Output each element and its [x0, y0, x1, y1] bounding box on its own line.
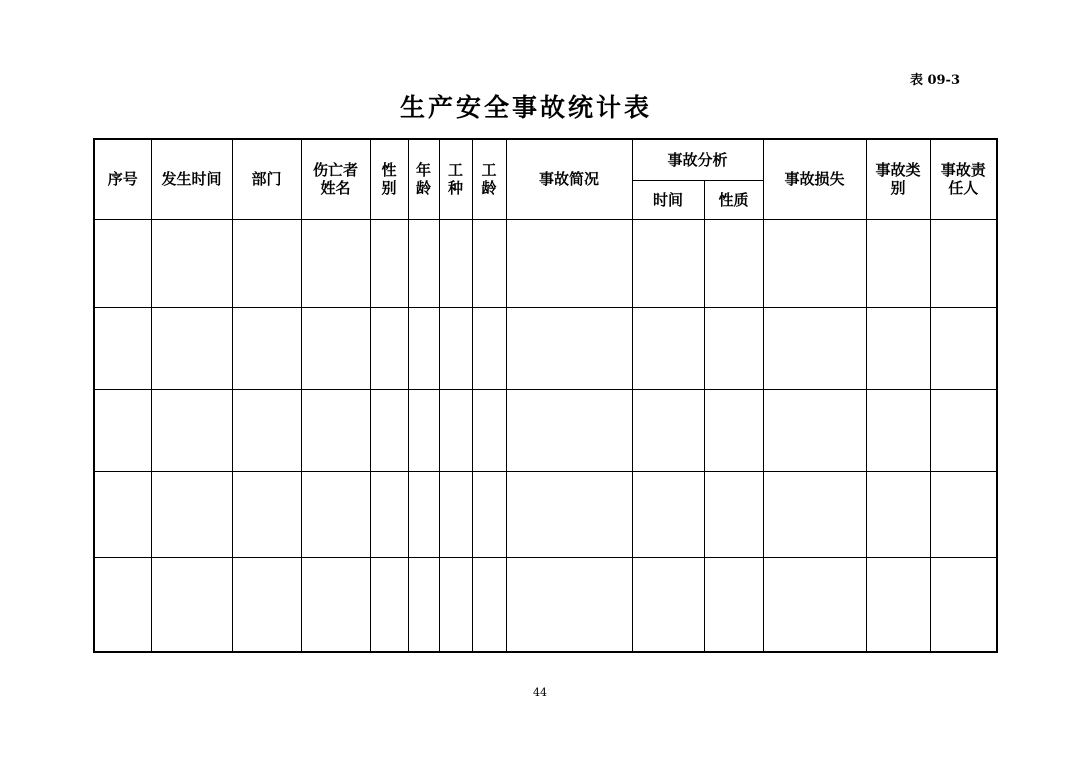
table-cell[interactable]	[930, 389, 997, 471]
table-cell[interactable]	[408, 557, 439, 652]
table-cell[interactable]	[408, 389, 439, 471]
table-cell[interactable]	[301, 471, 370, 557]
table-cell[interactable]	[408, 219, 439, 307]
table-cell[interactable]	[151, 557, 232, 652]
table-cell[interactable]	[763, 557, 866, 652]
table-cell[interactable]	[439, 219, 472, 307]
table-row	[94, 557, 997, 652]
table-cell[interactable]	[94, 471, 151, 557]
table-cell[interactable]	[370, 389, 408, 471]
table-cell[interactable]	[763, 219, 866, 307]
table-cell[interactable]	[704, 471, 763, 557]
table-cell[interactable]	[704, 307, 763, 389]
table-cell[interactable]	[632, 471, 704, 557]
col-header-seniority: 工 龄	[472, 139, 506, 219]
table-cell[interactable]	[472, 389, 506, 471]
page-number: 44	[533, 686, 547, 699]
table-cell[interactable]	[439, 471, 472, 557]
table-cell[interactable]	[632, 557, 704, 652]
col-header-responsible: 事故责 任人	[930, 139, 997, 219]
table-cell[interactable]	[370, 219, 408, 307]
table-cell[interactable]	[930, 219, 997, 307]
form-code: 表 09-3	[909, 73, 960, 88]
table-cell[interactable]	[506, 557, 632, 652]
table-cell[interactable]	[408, 307, 439, 389]
table-cell[interactable]	[472, 557, 506, 652]
table-cell[interactable]	[408, 471, 439, 557]
table-cell[interactable]	[506, 389, 632, 471]
table-cell[interactable]	[472, 219, 506, 307]
header-row	[94, 139, 997, 180]
table-row	[94, 389, 997, 471]
table-cell[interactable]	[94, 557, 151, 652]
table-cell[interactable]	[506, 307, 632, 389]
col-header-dept: 部门	[232, 139, 301, 219]
col-header-analysis-nature: 性质	[704, 180, 763, 219]
table-cell[interactable]	[632, 307, 704, 389]
table-cell[interactable]	[232, 219, 301, 307]
table-row	[94, 219, 997, 307]
table-cell[interactable]	[301, 389, 370, 471]
col-header-casualty-name: 伤亡者 姓名	[301, 139, 370, 219]
table-cell[interactable]	[232, 389, 301, 471]
table-cell[interactable]	[632, 389, 704, 471]
col-header-time: 发生时间	[151, 139, 232, 219]
table-cell[interactable]	[506, 471, 632, 557]
table-cell[interactable]	[704, 389, 763, 471]
table-cell[interactable]	[632, 219, 704, 307]
table-cell[interactable]	[232, 471, 301, 557]
table-cell[interactable]	[866, 219, 930, 307]
table-cell[interactable]	[232, 307, 301, 389]
table-cell[interactable]	[704, 557, 763, 652]
table-cell[interactable]	[439, 389, 472, 471]
table-cell[interactable]	[866, 471, 930, 557]
accident-stats-table	[93, 138, 998, 653]
table-cell[interactable]	[472, 307, 506, 389]
table-cell[interactable]	[763, 471, 866, 557]
table-cell[interactable]	[151, 307, 232, 389]
table-cell[interactable]	[151, 389, 232, 471]
col-header-gender: 性 别	[370, 139, 408, 219]
table-cell[interactable]	[94, 219, 151, 307]
table-cell[interactable]	[763, 389, 866, 471]
col-header-analysis: 事故分析	[632, 139, 763, 180]
table-row	[94, 307, 997, 389]
col-header-category: 事故类 别	[866, 139, 930, 219]
col-header-trade: 工 种	[439, 139, 472, 219]
col-header-analysis-time: 时间	[632, 180, 704, 219]
table-cell[interactable]	[370, 471, 408, 557]
col-header-summary: 事故简况	[506, 139, 632, 219]
col-header-age: 年 龄	[408, 139, 439, 219]
table-cell[interactable]	[930, 307, 997, 389]
table-cell[interactable]	[151, 219, 232, 307]
table-cell[interactable]	[930, 557, 997, 652]
table-cell[interactable]	[301, 307, 370, 389]
table-cell[interactable]	[439, 307, 472, 389]
table-cell[interactable]	[930, 471, 997, 557]
table-cell[interactable]	[506, 219, 632, 307]
table-row	[94, 471, 997, 557]
table-cell[interactable]	[301, 557, 370, 652]
table-cell[interactable]	[866, 307, 930, 389]
table-cell[interactable]	[301, 219, 370, 307]
table-cell[interactable]	[472, 471, 506, 557]
table-cell[interactable]	[94, 307, 151, 389]
table-cell[interactable]	[94, 389, 151, 471]
col-header-loss: 事故损失	[763, 139, 866, 219]
page-title: 生产安全事故统计表	[399, 93, 652, 122]
table-cell[interactable]	[704, 219, 763, 307]
table-cell[interactable]	[370, 557, 408, 652]
table-cell[interactable]	[370, 307, 408, 389]
table-cell[interactable]	[232, 557, 301, 652]
table-cell[interactable]	[151, 471, 232, 557]
table-cell[interactable]	[763, 307, 866, 389]
table-cell[interactable]	[866, 557, 930, 652]
table-cell[interactable]	[866, 389, 930, 471]
table-cell[interactable]	[439, 557, 472, 652]
col-header-seq: 序号	[94, 139, 151, 219]
